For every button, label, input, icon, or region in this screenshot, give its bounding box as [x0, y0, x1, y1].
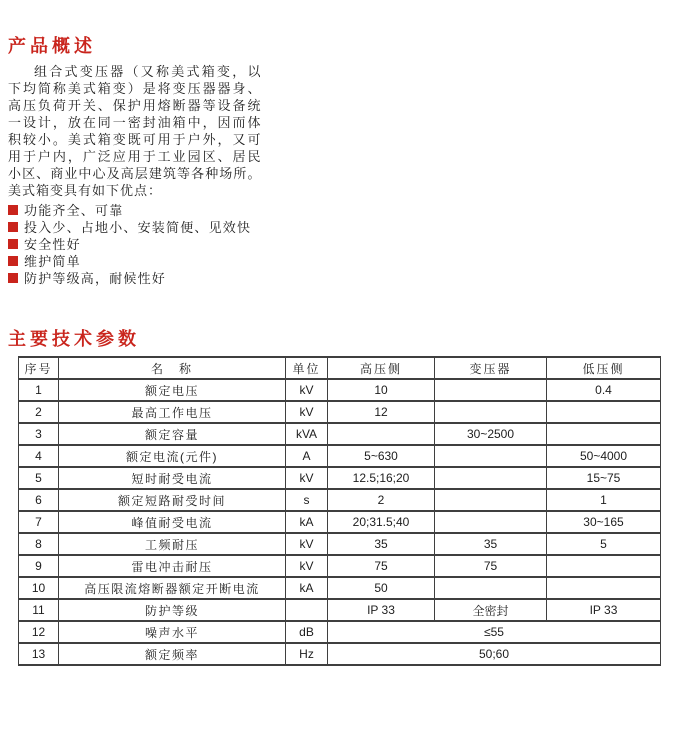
cell-hv: 50	[328, 577, 435, 599]
bullet-square-icon	[8, 239, 18, 249]
column-header: 高压侧	[328, 357, 435, 379]
cell-hv	[328, 423, 435, 445]
table-row	[19, 489, 661, 511]
cell-hv: 12.5;16;20	[328, 467, 435, 489]
advantage-label: 功能齐全、可靠	[24, 203, 124, 218]
paragraph-line: 组合式变压器（又称美式箱变，以	[34, 64, 261, 79]
cell-name: 峰值耐受电流	[59, 511, 286, 533]
advantage-label: 维护简单	[24, 254, 81, 269]
cell-name: 防护等级	[59, 599, 286, 621]
cell-merged: 50;60	[328, 643, 661, 665]
advantage-item	[8, 270, 268, 287]
cell-unit: Hz	[286, 643, 328, 665]
bullet-square-icon	[8, 256, 18, 266]
paragraph-line: 高压负荷开关、保护用熔断器等设备统	[8, 98, 261, 113]
document-page	[0, 36, 674, 731]
cell-unit: kV	[286, 401, 328, 423]
cell-name: 雷电冲击耐压	[59, 555, 286, 577]
table-row	[19, 599, 661, 621]
cell-unit: s	[286, 489, 328, 511]
cell-no: 8	[19, 533, 59, 555]
cell-merged: ≤55	[328, 621, 661, 643]
cell-unit: kV	[286, 533, 328, 555]
cell-hv: 12	[328, 401, 435, 423]
table-row	[19, 423, 661, 445]
column-header: 名 称	[59, 357, 286, 379]
cell-tx	[435, 577, 547, 599]
cell-lv: 1	[547, 489, 661, 511]
cell-hv: 20;31.5;40	[328, 511, 435, 533]
cell-hv: 75	[328, 555, 435, 577]
cell-name: 工频耐压	[59, 533, 286, 555]
cell-tx	[435, 445, 547, 467]
cell-unit	[286, 599, 328, 621]
paragraph-line: 小区、商业中心及高层建筑等各种场所。	[8, 166, 261, 181]
cell-no: 6	[19, 489, 59, 511]
cell-name: 额定容量	[59, 423, 286, 445]
cell-tx	[435, 401, 547, 423]
cell-name: 高压限流熔断器额定开断电流	[59, 577, 286, 599]
cell-no: 7	[19, 511, 59, 533]
cell-hv: 35	[328, 533, 435, 555]
table-row	[19, 401, 661, 423]
paragraph-line: 一设计，放在同一密封油箱中，因而体	[8, 115, 261, 130]
advantage-item	[8, 236, 268, 253]
cell-tx: 75	[435, 555, 547, 577]
cell-hv: 2	[328, 489, 435, 511]
cell-hv: 5~630	[328, 445, 435, 467]
cell-lv: 15~75	[547, 467, 661, 489]
overview-paragraph	[8, 63, 261, 199]
column-header: 序号	[19, 357, 59, 379]
cell-no: 13	[19, 643, 59, 665]
cell-tx	[435, 467, 547, 489]
cell-hv: 10	[328, 379, 435, 401]
table-row	[19, 643, 661, 665]
cell-lv: 50~4000	[547, 445, 661, 467]
cell-lv	[547, 555, 661, 577]
cell-unit: dB	[286, 621, 328, 643]
advantage-label: 防护等级高，耐候性好	[24, 271, 167, 286]
cell-unit: A	[286, 445, 328, 467]
cell-name: 额定电压	[59, 379, 286, 401]
advantage-label: 安全性好	[24, 237, 81, 252]
table-row	[19, 621, 661, 643]
cell-unit: kV	[286, 555, 328, 577]
cell-name: 额定短路耐受时间	[59, 489, 286, 511]
cell-tx: 35	[435, 533, 547, 555]
paragraph-line: 下均简称美式箱变）是将变压器器身、	[8, 81, 261, 96]
paragraph-line: 用于户内，广泛应用于工业园区、居民	[8, 149, 261, 164]
cell-no: 2	[19, 401, 59, 423]
cell-no: 5	[19, 467, 59, 489]
cell-unit: kVA	[286, 423, 328, 445]
cell-unit: kA	[286, 577, 328, 599]
cell-name: 噪声水平	[59, 621, 286, 643]
table-row	[19, 555, 661, 577]
paragraph-line: 积较小。美式箱变既可用于户外，又可	[8, 132, 261, 147]
cell-lv: 5	[547, 533, 661, 555]
advantage-item	[8, 253, 268, 270]
advantage-label: 投入少、占地小、安装简便、见效快	[24, 220, 252, 235]
cell-no: 12	[19, 621, 59, 643]
cell-tx: 30~2500	[435, 423, 547, 445]
cell-lv	[547, 423, 661, 445]
cell-tx	[435, 511, 547, 533]
cell-lv	[547, 577, 661, 599]
advantage-item	[8, 219, 268, 236]
cell-unit: kA	[286, 511, 328, 533]
column-header: 低压侧	[547, 357, 661, 379]
cell-lv: 0.4	[547, 379, 661, 401]
cell-lv: 30~165	[547, 511, 661, 533]
overview-title: 产品概述	[8, 36, 96, 56]
bullet-square-icon	[8, 273, 18, 283]
bullet-square-icon	[8, 222, 18, 232]
cell-no: 3	[19, 423, 59, 445]
table-row	[19, 467, 661, 489]
table-row	[19, 577, 661, 599]
table-row	[19, 511, 661, 533]
cell-unit: kV	[286, 467, 328, 489]
cell-no: 11	[19, 599, 59, 621]
cell-lv	[547, 401, 661, 423]
cell-hv: IP 33	[328, 599, 435, 621]
cell-name: 额定频率	[59, 643, 286, 665]
advantages-list	[8, 202, 268, 287]
table-header-row	[19, 357, 661, 379]
advantage-item	[8, 202, 268, 219]
column-header: 单位	[286, 357, 328, 379]
cell-name: 最高工作电压	[59, 401, 286, 423]
table-row	[19, 379, 661, 401]
cell-name: 短时耐受电流	[59, 467, 286, 489]
cell-tx: 全密封	[435, 599, 547, 621]
column-header: 变压器	[435, 357, 547, 379]
paragraph-line: 美式箱变具有如下优点：	[8, 183, 163, 198]
cell-unit: kV	[286, 379, 328, 401]
bullet-square-icon	[8, 205, 18, 215]
specs-table	[18, 356, 661, 666]
cell-name: 额定电流(元件)	[59, 445, 286, 467]
cell-tx	[435, 379, 547, 401]
cell-no: 9	[19, 555, 59, 577]
specs-title: 主要技术参数	[8, 329, 140, 349]
cell-tx	[435, 489, 547, 511]
cell-no: 10	[19, 577, 59, 599]
table-row	[19, 445, 661, 467]
table-row	[19, 533, 661, 555]
cell-no: 4	[19, 445, 59, 467]
cell-lv: IP 33	[547, 599, 661, 621]
cell-no: 1	[19, 379, 59, 401]
